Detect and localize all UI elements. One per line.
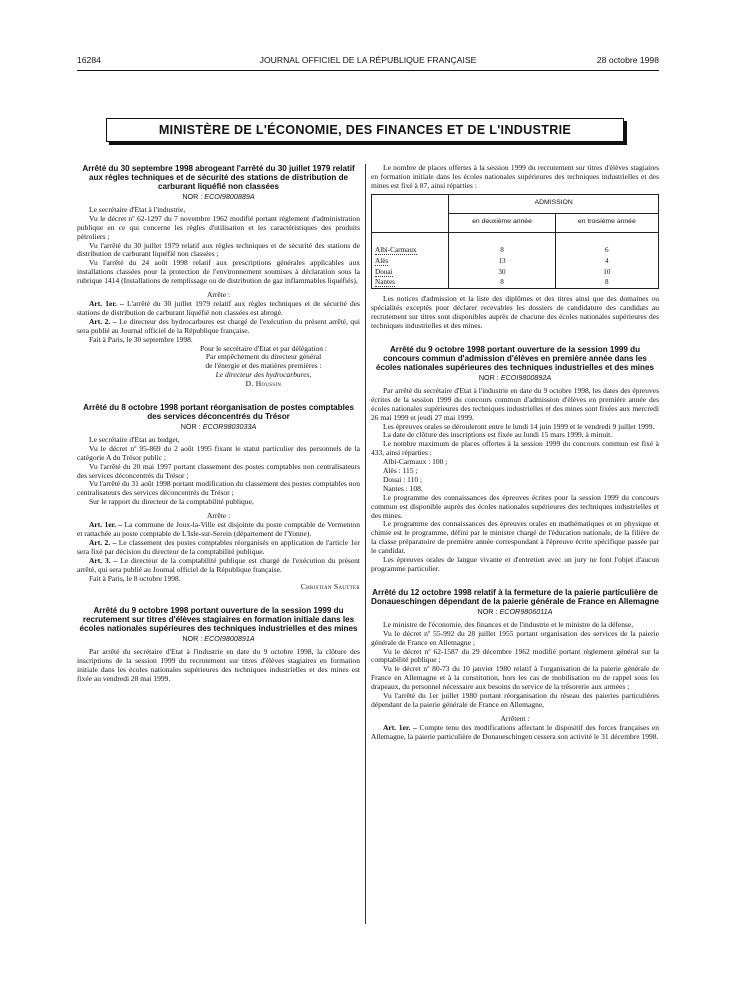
nor-reference [77, 193, 360, 202]
right-column [371, 164, 659, 742]
nor-reference [371, 374, 659, 383]
article-text: Le directeur des hydrocarbures est chargé de l'exécution du présent arrêté, qui sera publié au Journal officiel de la République française. [77, 316, 361, 335]
table-spacer-row [372, 232, 659, 245]
paragraph: Vu le décret nº 62-1587 du 29 décembre 1962 modifié portant règlement général sur la comptabilité publique ; [371, 646, 659, 665]
article-label: Art. 3. – [89, 555, 118, 565]
nor-label: NOR : [182, 192, 203, 201]
paragraph: Vu le décret nº 80-73 du 10 janvier 1980 relatif à l'organisation de la paierie générale de France en Allemagne et à la constitution, hors les cas de mobilisation ou de rappel sous les drapeaux, du personnel nécessaire aux besoins du service de la trésorerie aux armées ; [371, 664, 659, 692]
paragraph: Vu l'arrêté du 30 juillet 1979 relatif aux règles techniques et de sécurité des stations de distribution de carburant liquéfié non classées ; [77, 240, 360, 259]
nor-reference [77, 423, 360, 432]
nor-code: ECOI9800892A [500, 372, 552, 382]
paragraph: Le nombre maximum de places offertes à la session 1999 du concours commun est fixé à 433, ainsi réparties : [371, 439, 659, 458]
article-title: Arrêté du 12 octobre 1998 relatif à la fermeture de la paierie particulière de Donaueschingen dépendant de la paierie générale de France en Allemagne [371, 587, 660, 606]
arrete-heading: Arrêtent : [500, 713, 530, 723]
third-year-value: 4 [555, 256, 658, 267]
third-year-value: 10 [555, 267, 658, 278]
article-label: Art. 2. – [89, 537, 117, 547]
school-name: Albi-Carmaux [372, 245, 449, 256]
signatory-name-text: Christian Sautter [300, 582, 360, 592]
table-row [372, 267, 659, 278]
ministry-heading: MINISTÈRE DE L'ÉCONOMIE, DES FINANCES ET DE L'INDUSTRIE [106, 118, 624, 142]
nor-label: NOR : [180, 422, 201, 432]
paragraph: Le programme des connaissances des épreuves orales en mathématiques et en physique et chimie est le programme, défini par le ministre chargé de l'éducation nationale, de la filière de la classe préparatoire de première année correspondant à l'épreuve écrite spécifique passée par le candidat. [371, 519, 659, 556]
paragraph: Le ministre de l'économie, des finances et de l'industrie et le ministre de la défense, [383, 619, 634, 629]
arrete-12-octobre [371, 588, 659, 742]
school-name: Douai [372, 267, 449, 278]
second-year-value: 13 [449, 256, 555, 267]
arrete-heading: Arrête : [206, 290, 231, 300]
header-rule [77, 70, 659, 71]
paragraph: Les épreuves orales de langue vivante et d'entretien avec un jury ne font l'objet d'aucun programme particulier. [371, 555, 659, 573]
signature-line: Pour le secrétaire d'Etat et par délégation : [200, 343, 327, 353]
second-year-value: 30 [449, 267, 555, 278]
signature-line [77, 371, 360, 380]
admission-table [371, 194, 659, 290]
article-title: Arrêté du 30 septembre 1998 abrogeant l'arrêté du 30 juillet 1979 relatif aux règles techniques et de sécurité des stations de distribution de carburant liquéfié non classées [82, 164, 355, 191]
second-year-value: 8 [449, 245, 555, 256]
table-row [372, 245, 659, 256]
fait-a-paris: Fait à Paris, le 8 octobre 1998. [89, 573, 181, 583]
article-2 [77, 318, 360, 336]
third-year-value: 6 [555, 245, 658, 256]
arrete-heading: Arrête : [206, 511, 231, 521]
list-item: Nantes : 108. [383, 483, 423, 493]
arrete-30-septembre [77, 164, 360, 389]
paragraph: Vu l'arrêté du 1er juillet 1980 portant réorganisation du réseau des paieries particulières dépendant de la paierie générale de France en Allemagne, [371, 691, 659, 709]
column-divider [365, 164, 366, 924]
article-1 [77, 300, 360, 318]
table-header-second-year: en deuxième année [449, 213, 555, 232]
arrete-8-octobre [77, 403, 360, 592]
signatory-name [77, 583, 360, 592]
paragraph: Vu l'arrêté du 31 août 1998 portant modification du classement des postes comptables non centralisateurs des services déconcentrés du Trésor ; [77, 479, 360, 498]
article-text: Le classement des postes comptables réorganisés en application de l'article 1er sera fixé par décision du directeur de la comptabilité publique. [77, 537, 360, 556]
article-label: Art. 2. – [89, 316, 117, 326]
paragraph: Vu le décret nº 62-1297 du 7 novembre 1962 modifié portant réglement d'administration publique en ce qui concerne les règles d'utilisation et les caractéristiques des produits pétroliers ; [77, 213, 360, 241]
paragraph: Le programme des connaissances des épreuves écrites pour la session 1999 du concours commun est disponible auprès des écoles nationales supérieures des techniques industrielles et des mines. [371, 492, 659, 520]
article-1 [371, 724, 659, 742]
nor-reference [77, 635, 360, 644]
list-item: Douai : 110 ; [383, 474, 423, 484]
arrete-9-octobre-recrutement-cont [371, 164, 659, 331]
nor-label: NOR : [477, 606, 498, 616]
article-label: Art. 1er. – [383, 722, 417, 732]
article-label: Art. 1er. – [89, 298, 124, 308]
list-item: Alès : 115 ; [383, 466, 418, 476]
nor-code: ECOI9800891A [204, 634, 255, 644]
journal-title: JOURNAL OFFICIEL DE LA RÉPUBLIQUE FRANÇAISE [259, 55, 477, 65]
third-year-value: 8 [555, 277, 658, 288]
nor-code: ECOR9806011A [499, 606, 553, 616]
nor-label: NOR : [478, 372, 499, 382]
paragraph: La date de clôture des inscriptions est fixée au lundi 15 mars 1999, à minuit. [383, 430, 613, 440]
article-title: Arrêté du 8 octobre 1998 portant réorganisation de postes comptables des services déconcentrés du Trésor [83, 403, 354, 422]
school-name: Alès [372, 256, 449, 267]
table-row [372, 277, 659, 288]
article-title: Arrêté du 9 octobre 1998 portant ouverture de la session 1999 du recrutement sur titres d'élèves stagiaires en formation initiale dans les écoles nationales supérieures des techniques industrielles et des mines [79, 606, 358, 634]
paragraph: Les épreuves orales se dérouleront entre le lundi 14 juin 1999 et le vendredi 9 juillet 1999. [383, 421, 655, 431]
article-2 [77, 539, 360, 557]
arrete-9-octobre-concours [371, 345, 659, 574]
signature-line: de l'énergie et des matières premières : [205, 361, 322, 371]
nor-code: ECOR9803033A [202, 422, 257, 432]
school-name: Nantes [372, 277, 449, 288]
table-header-third-year: en troisième année [555, 213, 658, 232]
fait-a-paris: Fait à Paris, le 30 septembre 1998. [89, 334, 193, 344]
article-text: Compte tenu des modifications affectant le dispositif des forces françaises en Allemagne, la paierie particulière de Donaueschingen cessera son activité le 31 décembre 1998. [371, 722, 660, 741]
paragraph: Vu le décret nº 95-869 du 2 août 1995 fixant le statut particulier des personnels de la catégorie A du Trésor public ; [77, 443, 360, 462]
paragraph: Les notices d'admission et la liste des diplômes et des titres ainsi que des domaines ou spécialités exceptés pour déclarer recevables les dossiers de candidature des candidats au recrutement sur titres sont disponibles auprès de chacune des écoles nationales supérieures des techniques industrielles et des mines. [371, 294, 659, 331]
second-year-value: 8 [449, 277, 555, 288]
signatory-name [77, 380, 360, 389]
article-text: La commune de Joux-la-Ville est disjointe du poste comptable de Vermenton et rattachée au poste comptable de L'Isle-sur-Serein (département de l'Yonne). [77, 520, 360, 538]
left-column [77, 164, 360, 684]
list-item: Albi-Carmaux : 100 ; [383, 457, 448, 467]
nor-reference [371, 608, 659, 617]
page-number: 16284 [77, 55, 101, 65]
signature-line: Par empêchement du directeur général [205, 352, 322, 362]
article-1 [77, 521, 360, 539]
nor-label: NOR : [182, 634, 203, 644]
paragraph: Le secrétaire d'Etat à l'industrie, [89, 204, 186, 214]
paragraph: Par arrêté du secrétaire d'Etat à l'industrie en date du 9 octobre 1998, la clôture des inscriptions de la session 1999 du recrutement sur titres d'élèves stagiaires en formation initiale dans les écoles nationales supérieures des techniques industrielles et des mines est fixée au vendredi 28 mai 1999. [77, 647, 360, 683]
running-header [77, 55, 659, 69]
table-header-admission: ADMISSION [449, 194, 659, 213]
article-text: L'arrêté du 30 juillet 1979 relatif aux règles techniques et de sécurité des stations de distribution de carburant liquéfié non classées est abrogé. [77, 298, 360, 317]
nor-code: ECOI9800889A [204, 192, 255, 201]
signatory-title: Le directeur des hydrocarbures, [215, 370, 312, 380]
signatory-name-text: D. Houssin [245, 379, 282, 389]
table-corner [372, 194, 449, 232]
arrete-9-octobre-recrutement [77, 606, 360, 684]
paragraph: Le nombre de places offertes à la session 1999 du recrutement sur titres d'élèves stagiaires en formation initiale dans les écoles nationales supérieures des techniques industrielles et des mines est fixé à 87, ainsi réparties : [371, 163, 659, 190]
article-title: Arrêté du 9 octobre 1998 portant ouverture de la session 1999 du concours commun d'admission d'élèves en première année dans les écoles nationales supérieures des techniques industrielles et des mines [376, 344, 654, 372]
paragraph: Par arrêté du secrétaire d'Etat à l'industrie en date du 9 octobre 1998, les dates des épreuves écrites de la session 1999 du concours commun d'admission d'élèves en première année des écoles nationales supérieures des techniques industrielles et des mines sont fixées aux mercredi 26 mai 1999 et jeudi 27 mai 1999. [371, 385, 659, 422]
article-text: Le directeur de la comptabilité publique est chargé de l'exécution du présent arrêté, qui sera publié au Journal officiel de la République française. [77, 555, 361, 574]
paragraph: Vu l'arrêté du 20 mai 1997 portant classement des postes comptables non centralisateurs des services déconcentrés du Trésor ; [77, 461, 360, 480]
paragraph: Vu l'arrêté du 24 août 1998 relatif aux prescriptions générales applicables aux installations classées pour la protection de l'environnement soumises à déclaration sous la rubrique 1414 (Installations de remplissage ou de distribution de gaz inflammables liquéfiés), [77, 258, 360, 286]
paragraph: Sur le rapport du directeur de la comptabilité publique, [89, 497, 254, 507]
paragraph: Le secrétaire d'Etat au budget, [89, 434, 180, 444]
article-3 [77, 557, 360, 575]
article-label: Art. 1er. – [89, 520, 123, 530]
table-row [372, 256, 659, 267]
paragraph: Vu le décret nº 55-992 du 28 juillet 1955 portant organisation des services de la paierie générale de France en Allemagne ; [371, 628, 659, 647]
issue-date: 28 octobre 1998 [596, 55, 659, 65]
